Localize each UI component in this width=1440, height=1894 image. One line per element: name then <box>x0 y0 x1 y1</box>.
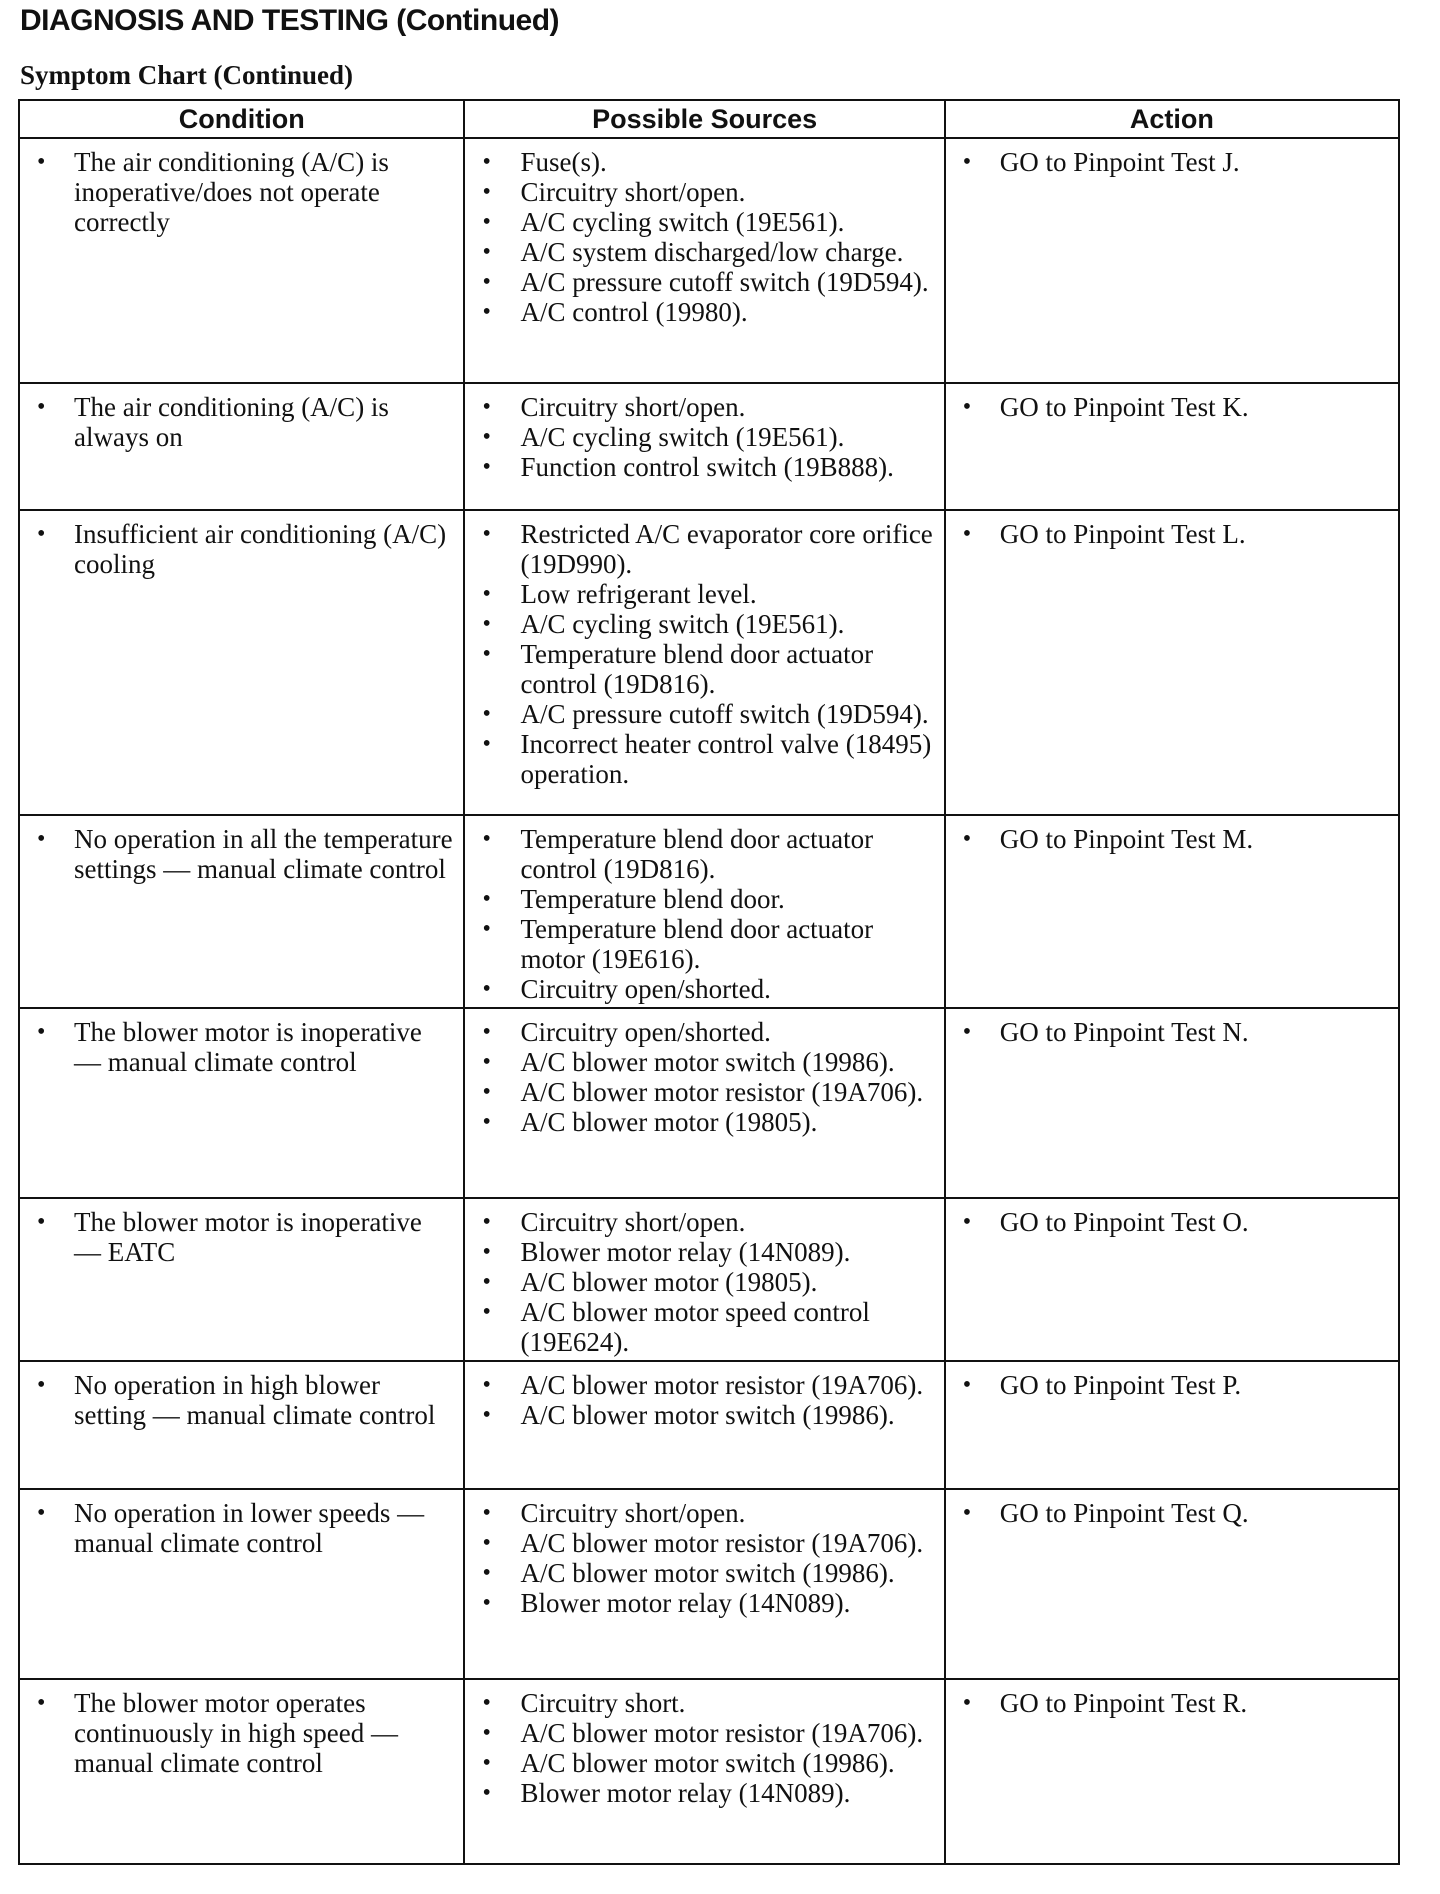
possible-sources-cell <box>464 1679 944 1864</box>
possible-sources-cell <box>464 1489 944 1679</box>
table-row <box>19 1008 1399 1198</box>
source-item: • A/C cycling switch (19E561). <box>465 609 933 639</box>
condition-text: • The air conditioning (A/C) is inoperative/does not operate correctly <box>20 147 453 237</box>
action-text: • GO to Pinpoint Test Q. <box>946 1498 1388 1528</box>
condition-text: • No operation in lower speeds — manual climate control <box>20 1498 453 1558</box>
action-text: • GO to Pinpoint Test J. <box>946 147 1388 177</box>
source-item: • A/C blower motor resistor (19A706). <box>465 1528 933 1558</box>
action-cell <box>945 138 1399 383</box>
table-row <box>19 1489 1399 1679</box>
source-item: • A/C blower motor (19805). <box>465 1107 933 1137</box>
source-item: • Function control switch (19B888). <box>465 452 933 482</box>
source-item: • Circuitry short/open. <box>465 392 933 422</box>
source-item: • A/C blower motor resistor (19A706). <box>465 1718 933 1748</box>
source-item: • Circuitry short/open. <box>465 1498 933 1528</box>
source-item: • A/C blower motor switch (19986). <box>465 1558 933 1588</box>
condition-cell <box>19 383 464 510</box>
source-item: • Temperature blend door actuator motor (19E616). <box>465 914 933 974</box>
source-item: • A/C pressure cutoff switch (19D594). <box>465 699 933 729</box>
source-item: • Circuitry short/open. <box>465 1207 933 1237</box>
condition-cell <box>19 1361 464 1489</box>
condition-text: • The air conditioning (A/C) is always on <box>20 392 453 452</box>
action-text: • GO to Pinpoint Test R. <box>946 1688 1388 1718</box>
symptom-chart-table <box>18 99 1400 1865</box>
condition-cell <box>19 1198 464 1361</box>
column-header-possible-sources: Possible Sources <box>464 100 944 138</box>
possible-sources-cell <box>464 138 944 383</box>
action-text: • GO to Pinpoint Test L. <box>946 519 1388 549</box>
source-item: • Circuitry short. <box>465 1688 933 1718</box>
action-text: • GO to Pinpoint Test P. <box>946 1370 1388 1400</box>
table-row <box>19 815 1399 1008</box>
source-item: • A/C blower motor speed control (19E624). <box>465 1297 933 1357</box>
source-item: • A/C cycling switch (19E561). <box>465 422 933 452</box>
source-item: • Fuse(s). <box>465 147 933 177</box>
condition-cell <box>19 1679 464 1864</box>
table-row <box>19 1679 1399 1864</box>
table-row <box>19 383 1399 510</box>
table-row <box>19 1361 1399 1489</box>
chart-title: Symptom Chart (Continued) <box>20 60 354 90</box>
source-item: • Low refrigerant level. <box>465 579 933 609</box>
condition-cell <box>19 138 464 383</box>
action-cell <box>945 1361 1399 1489</box>
source-item: • A/C pressure cutoff switch (19D594). <box>465 267 933 297</box>
source-item: • Temperature blend door. <box>465 884 933 914</box>
possible-sources-cell <box>464 1361 944 1489</box>
source-item: • Circuitry short/open. <box>465 177 933 207</box>
source-item: • Circuitry open/shorted. <box>465 1017 933 1047</box>
source-item: • A/C control (19980). <box>465 297 933 327</box>
source-item: • A/C cycling switch (19E561). <box>465 207 933 237</box>
source-item: • A/C blower motor (19805). <box>465 1267 933 1297</box>
source-item: • Restricted A/C evaporator core orifice (19D990). <box>465 519 933 579</box>
column-header-condition: Condition <box>19 100 464 138</box>
table-header-row <box>19 100 1399 138</box>
action-cell <box>945 510 1399 815</box>
table-row <box>19 138 1399 383</box>
page-heading: DIAGNOSIS AND TESTING (Continued) <box>20 4 560 37</box>
condition-cell <box>19 1008 464 1198</box>
action-text: • GO to Pinpoint Test N. <box>946 1017 1388 1047</box>
condition-text: • Insufficient air conditioning (A/C) cooling <box>20 519 453 579</box>
condition-text: • The blower motor is inoperative — manual climate control <box>20 1017 453 1077</box>
condition-cell <box>19 510 464 815</box>
action-cell <box>945 1198 1399 1361</box>
source-item: • Circuitry open/shorted. <box>465 974 933 1004</box>
action-cell <box>945 815 1399 1008</box>
condition-text: • The blower motor operates continuously in high speed — manual climate control <box>20 1688 453 1778</box>
possible-sources-cell <box>464 1198 944 1361</box>
source-item: • Blower motor relay (14N089). <box>465 1588 933 1618</box>
source-item: • A/C blower motor resistor (19A706). <box>465 1077 933 1107</box>
source-item: • A/C blower motor switch (19986). <box>465 1748 933 1778</box>
source-item: • A/C blower motor switch (19986). <box>465 1400 933 1430</box>
column-header-action: Action <box>945 100 1399 138</box>
possible-sources-cell <box>464 815 944 1008</box>
table-row <box>19 1198 1399 1361</box>
possible-sources-cell <box>464 1008 944 1198</box>
source-item: • Incorrect heater control valve (18495) operation. <box>465 729 933 789</box>
source-item: • Temperature blend door actuator control (19D816). <box>465 639 933 699</box>
source-item: • A/C system discharged/low charge. <box>465 237 933 267</box>
source-item: • A/C blower motor switch (19986). <box>465 1047 933 1077</box>
possible-sources-cell <box>464 383 944 510</box>
action-cell <box>945 1489 1399 1679</box>
action-cell <box>945 1008 1399 1198</box>
table-body <box>19 138 1399 1864</box>
action-cell <box>945 1679 1399 1864</box>
possible-sources-cell <box>464 510 944 815</box>
source-item: • Blower motor relay (14N089). <box>465 1237 933 1267</box>
action-text: • GO to Pinpoint Test O. <box>946 1207 1388 1237</box>
source-item: • Blower motor relay (14N089). <box>465 1778 933 1808</box>
action-cell <box>945 383 1399 510</box>
action-text: • GO to Pinpoint Test M. <box>946 824 1388 854</box>
condition-text: • No operation in all the temperature settings — manual climate control <box>20 824 453 884</box>
condition-cell <box>19 1489 464 1679</box>
source-item: • A/C blower motor resistor (19A706). <box>465 1370 933 1400</box>
condition-text: • The blower motor is inoperative — EATC <box>20 1207 453 1267</box>
condition-cell <box>19 815 464 1008</box>
condition-text: • No operation in high blower setting — manual climate control <box>20 1370 453 1430</box>
table-row <box>19 510 1399 815</box>
action-text: • GO to Pinpoint Test K. <box>946 392 1388 422</box>
source-item: • Temperature blend door actuator control (19D816). <box>465 824 933 884</box>
